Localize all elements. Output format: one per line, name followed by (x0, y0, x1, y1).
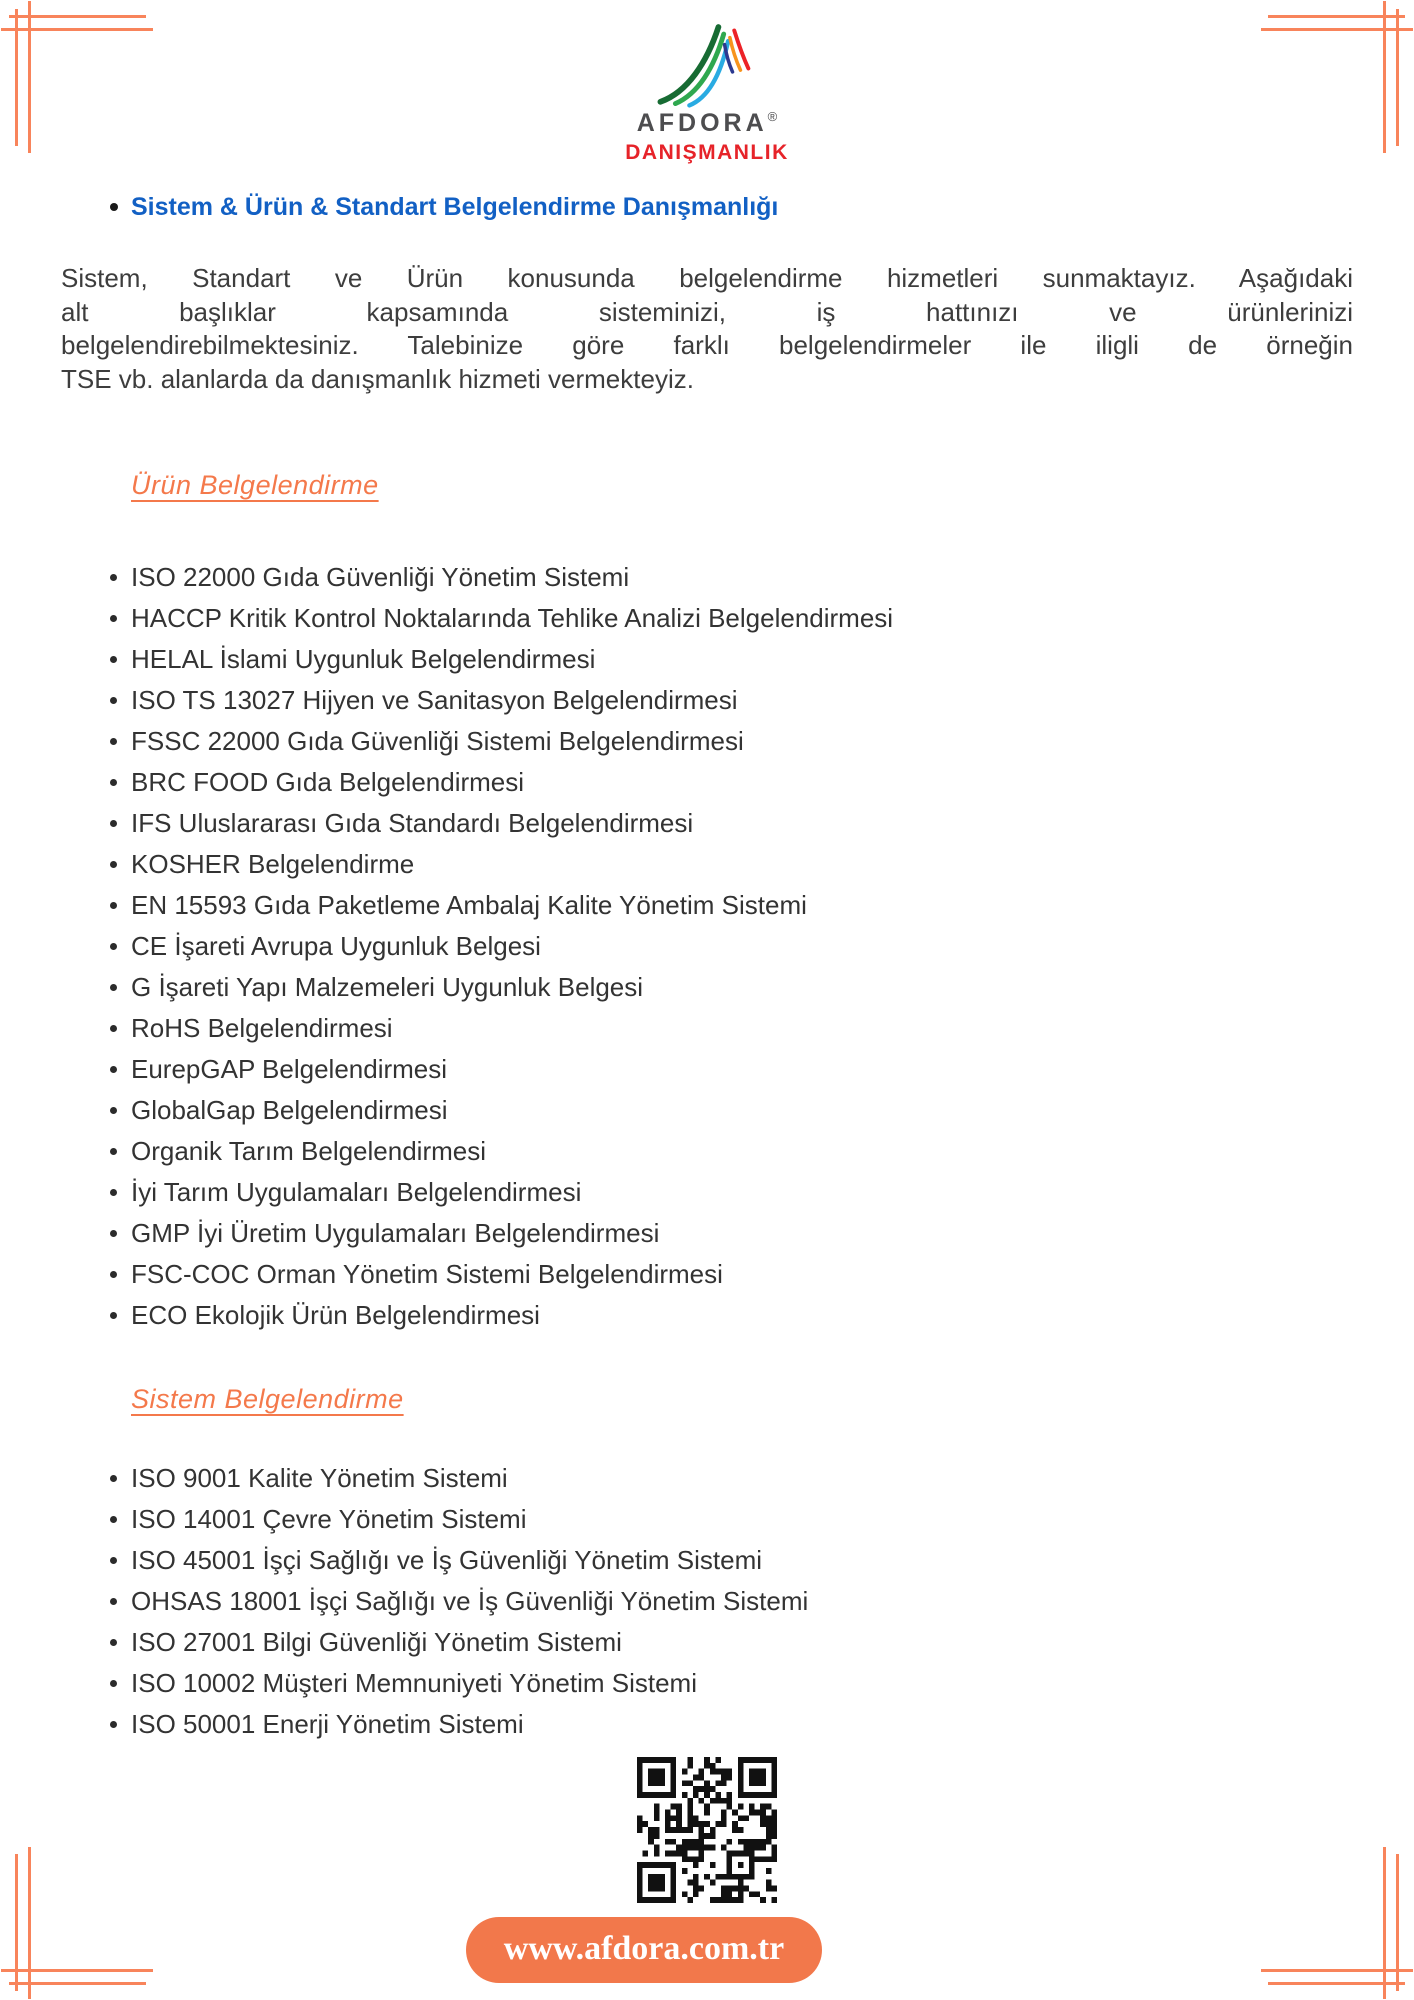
list-item: EN 15593 Gıda Paketleme Ambalaj Kalite Yönetim Sistemi (100, 885, 893, 926)
section-title-sistem-belgelendirme: Sistem Belgelendirme (131, 1384, 404, 1414)
list-item: ISO 10002 Müşteri Memnuniyeti Yönetim Sistemi (100, 1663, 808, 1704)
website-button[interactable]: www.afdora.com.tr (466, 1917, 822, 1983)
corner-ornament-bottom-left (0, 1840, 160, 2000)
afdora-logo-mark-icon (647, 20, 767, 108)
list-item: IFS Uluslararası Gıda Standardı Belgelendirmesi (100, 803, 893, 844)
intro-paragraph (61, 262, 1353, 396)
list-item: ISO 22000 Gıda Güvenliği Yönetim Sistemi (100, 557, 893, 598)
list-item: ISO 50001 Enerji Yönetim Sistemi (100, 1704, 808, 1745)
list-item: HELAL İslami Uygunluk Belgelendirmesi (100, 639, 893, 680)
list-item: İyi Tarım Uygulamaları Belgelendirmesi (100, 1172, 893, 1213)
logo (0, 20, 1414, 163)
paragraph-line: alt başlıklar kapsamında sisteminizi, iş hattınızı ve ürünlerinizi (61, 296, 1353, 327)
product-certification-list (100, 557, 893, 1336)
section-title-urun-belgelendirme: Ürün Belgelendirme (131, 470, 379, 500)
corner-ornament-bottom-right (1254, 1840, 1414, 2000)
list-item: BRC FOOD Gıda Belgelendirmesi (100, 762, 893, 803)
list-item: FSSC 22000 Gıda Güvenliği Sistemi Belgelendirmesi (100, 721, 893, 762)
paragraph-line: belgelendirebilmektesiniz. Talebinize göre farklı belgelendirmeler ile iligli de örneğin (61, 330, 1353, 360)
list-item: FSC-COC Orman Yönetim Sistemi Belgelendirmesi (100, 1254, 893, 1295)
registered-trademark-symbol: ® (767, 109, 778, 124)
list-item: EurepGAP Belgelendirmesi (100, 1049, 893, 1090)
list-item: ECO Ekolojik Ürün Belgelendirmesi (100, 1295, 893, 1336)
list-item: Organik Tarım Belgelendirmesi (100, 1131, 893, 1172)
list-item: GlobalGap Belgelendirmesi (100, 1090, 893, 1131)
list-item: ISO TS 13027 Hijyen ve Sanitasyon Belgelendirmesi (100, 680, 893, 721)
list-item: ISO 14001 Çevre Yönetim Sistemi (100, 1499, 808, 1540)
list-item: ISO 45001 İşçi Sağlığı ve İş Güvenliği Yönetim Sistemi (100, 1540, 808, 1581)
list-item: KOSHER Belgelendirme (100, 844, 893, 885)
qr-code (637, 1757, 777, 1903)
paragraph-line: Sistem, Standart ve Ürün konusunda belgelendirme hizmetleri sunmaktayız. Aşağıdaki (61, 263, 1353, 293)
list-item: ISO 9001 Kalite Yönetim Sistemi (100, 1458, 808, 1499)
page-title: Sistem & Ürün & Standart Belgelendirme Danışmanlığı (101, 193, 778, 222)
logo-brand-text: AFDORA® (636, 109, 778, 137)
logo-subtitle-text: DANIŞMANLIK (625, 141, 789, 164)
paragraph-line: TSE vb. alanlarda da danışmanlık hizmeti vermekteyiz. (61, 363, 694, 394)
list-item: HACCP Kritik Kontrol Noktalarında Tehlike Analizi Belgelendirmesi (100, 598, 893, 639)
list-item: CE İşareti Avrupa Uygunluk Belgesi (100, 926, 893, 967)
system-certification-list (100, 1458, 808, 1745)
list-item: ISO 27001 Bilgi Güvenliği Yönetim Sistemi (100, 1622, 808, 1663)
list-item: OHSAS 18001 İşçi Sağlığı ve İş Güvenliği Yönetim Sistemi (100, 1581, 808, 1622)
list-item: G İşareti Yapı Malzemeleri Uygunluk Belgesi (100, 967, 893, 1008)
list-item: RoHS Belgelendirmesi (100, 1008, 893, 1049)
list-item: GMP İyi Üretim Uygulamaları Belgelendirmesi (100, 1213, 893, 1254)
